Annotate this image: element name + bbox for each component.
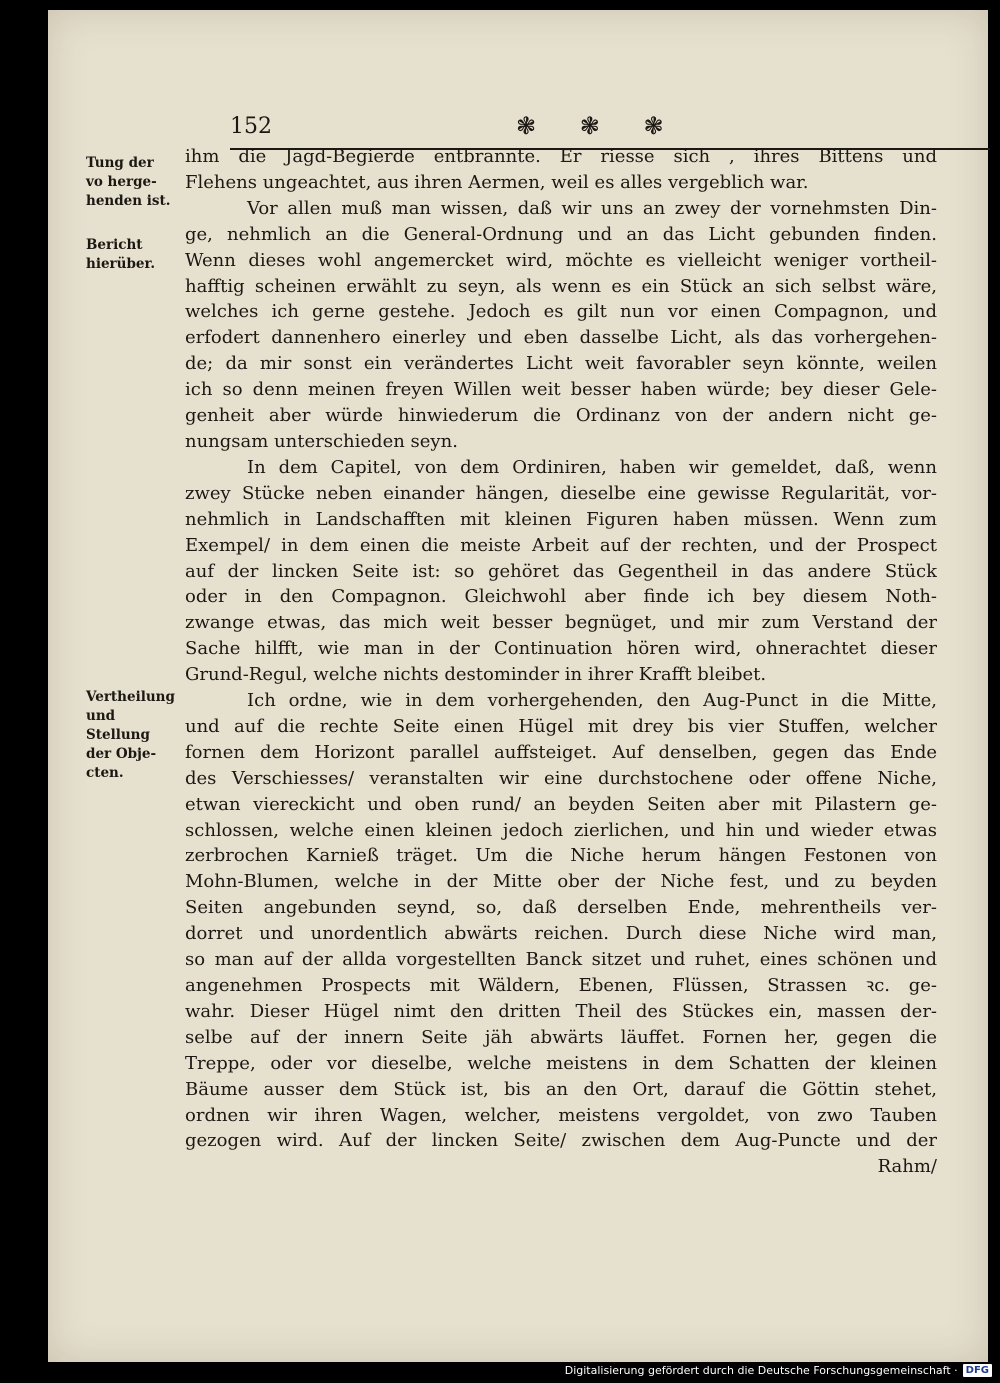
footer-text: Digitalisierung gefördert durch die Deutsche Forschungsgemeinschaft ·	[564, 1364, 958, 1377]
text-line: selbe auf der innern Seite jäh abwärts läuffet. Fornen her, gegen die	[185, 1026, 937, 1048]
margin-note: Vertheilung und Stellung der Obje- cten.	[86, 689, 175, 781]
digitization-footer	[565, 1364, 992, 1377]
margin-note: Tung der vo herge- henden ist.	[86, 155, 171, 209]
text-line: de; da mir sonst ein verändertes Licht weit favorabler seyn könnte, weilen	[185, 353, 937, 375]
text-line: zwey Stücke neben einander hängen, dieselbe eine gewisse Regularität, vor-	[185, 482, 937, 504]
text-line: zwange etwas, das mich weit besser begnüget, und mir zum Verstand der	[185, 612, 937, 634]
text-line: welches ich gerne gestehe. Jedoch es gilt nun vor einen Compagnon, und	[185, 301, 937, 323]
text-line: fornen dem Horizont parallel auffsteiget. Auf denselben, gegen das Ende	[185, 741, 937, 763]
text-line: Grund-Regul, welche nichts destominder in ihrer Krafft bleibet.	[185, 664, 767, 686]
page-number: 152	[230, 114, 272, 139]
text-line: Treppe, oder vor dieselbe, welche meistens in dem Schatten der kleinen	[185, 1052, 937, 1074]
text-line: Flehens ungeachtet, aus ihren Aermen, weil es alles vergeblich war.	[185, 171, 809, 193]
text-line: zerbrochen Karnieß träget. Um die Niche herum hängen Festonen von	[185, 845, 937, 867]
text-line: wahr. Dieser Hügel nimt den dritten Theil des Stückes ein, massen der-	[185, 1000, 937, 1022]
text-line: ge, nehmlich an die General-Ordnung und an das Licht gebunden finden.	[185, 223, 937, 245]
text-line: Exempel/ in dem einen die meiste Arbeit auf der rechten, und der Prospect	[185, 534, 937, 556]
text-line: hafftig scheinen erwählt zu seyn, als wenn es ein Stück an sich selbst wäre,	[185, 275, 937, 297]
text-line: erfodert dannenhero einerley und eben dasselbe Licht, als das vorhergehen-	[185, 327, 937, 349]
dfg-logo-icon: DFG	[963, 1364, 992, 1377]
text-line: auf der lincken Seite ist: so gehöret das Gegentheil in das andere Stück	[185, 560, 937, 582]
text-line: Seiten angebunden seynd, so, daß derselben Ende, mehrentheils ver-	[185, 897, 937, 919]
catchword: Rahm/	[877, 1156, 937, 1178]
text-line: schlossen, welche einen kleinen jedoch zierlichen, und hin und wieder etwas	[185, 819, 937, 841]
text-line: Mohn-Blumen, welche in der Mitte ober der Niche fest, und zu beyden	[185, 871, 937, 893]
text-line: nehmlich in Landschafften mit kleinen Figuren haben müssen. Wenn zum	[185, 508, 937, 530]
text-line: Wenn dieses wohl angemercket wird, möchte es vielleicht weniger vortheil-	[185, 249, 937, 271]
text-line: In dem Capitel, von dem Ordiniren, haben wir gemeldet, daß, wenn	[247, 456, 937, 478]
text-line: dorret und unordentlich abwärts reichen. Durch diese Niche wird man,	[185, 923, 937, 945]
text-line: Bäume ausser dem Stück ist, bis an den Ort, darauf die Göttin stehet,	[185, 1078, 937, 1100]
text-line: und auf die rechte Seite einen Hügel mit drey bis vier Stuffen, welcher	[185, 715, 937, 737]
text-line: des Verschiesses/ veranstalten wir eine durchstochene oder offene Niche,	[185, 767, 937, 789]
text-line: oder in den Compagnon. Gleichwohl aber finde ich bey diesem Noth-	[185, 586, 937, 608]
text-line: gezogen wird. Auf der lincken Seite/ zwischen dem Aug-Puncte und der	[185, 1130, 937, 1152]
text-line: ich so denn meinen freyen Willen weit besser haben würde; bey dieser Gele-	[185, 379, 937, 401]
text-line: Ich ordne, wie in dem vorhergehenden, den Aug-Punct in die Mitte,	[247, 690, 937, 712]
text-line: Sache hilfft, wie man in der Continuation hören wird, ohnerachtet dieser	[185, 638, 937, 660]
body-text	[185, 144, 937, 1180]
text-line: nungsam unterschieden seyn.	[185, 430, 458, 452]
text-line: ordnen wir ihren Wagen, welcher, meistens vergoldet, von zwo Tauben	[185, 1104, 937, 1126]
text-line: so man auf der allda vorgestellten Banck sitzet und ruhet, eines schönen und	[185, 949, 937, 971]
margin-note: Bericht hierüber.	[86, 237, 156, 272]
text-line: genheit aber würde hinwiederum die Ordinanz von der andern nicht ge-	[185, 405, 937, 427]
text-line: etwan viereckicht und oben rund/ an beyden Seiten aber mit Pilastern ge-	[185, 793, 937, 815]
text-line: Vor allen muß man wissen, daß wir uns an zwey der vornehmsten Din-	[247, 197, 937, 219]
text-line: ihm die Jagd-Begierde entbrannte. Er riesse sich , ihres Bittens und	[185, 146, 937, 167]
header-ornament: ❃ ❃ ❃	[516, 112, 682, 140]
text-line: angenehmen Prospects mit Wäldern, Ebenen, Flüssen, Strassen ꝛc. ge-	[185, 975, 937, 996]
